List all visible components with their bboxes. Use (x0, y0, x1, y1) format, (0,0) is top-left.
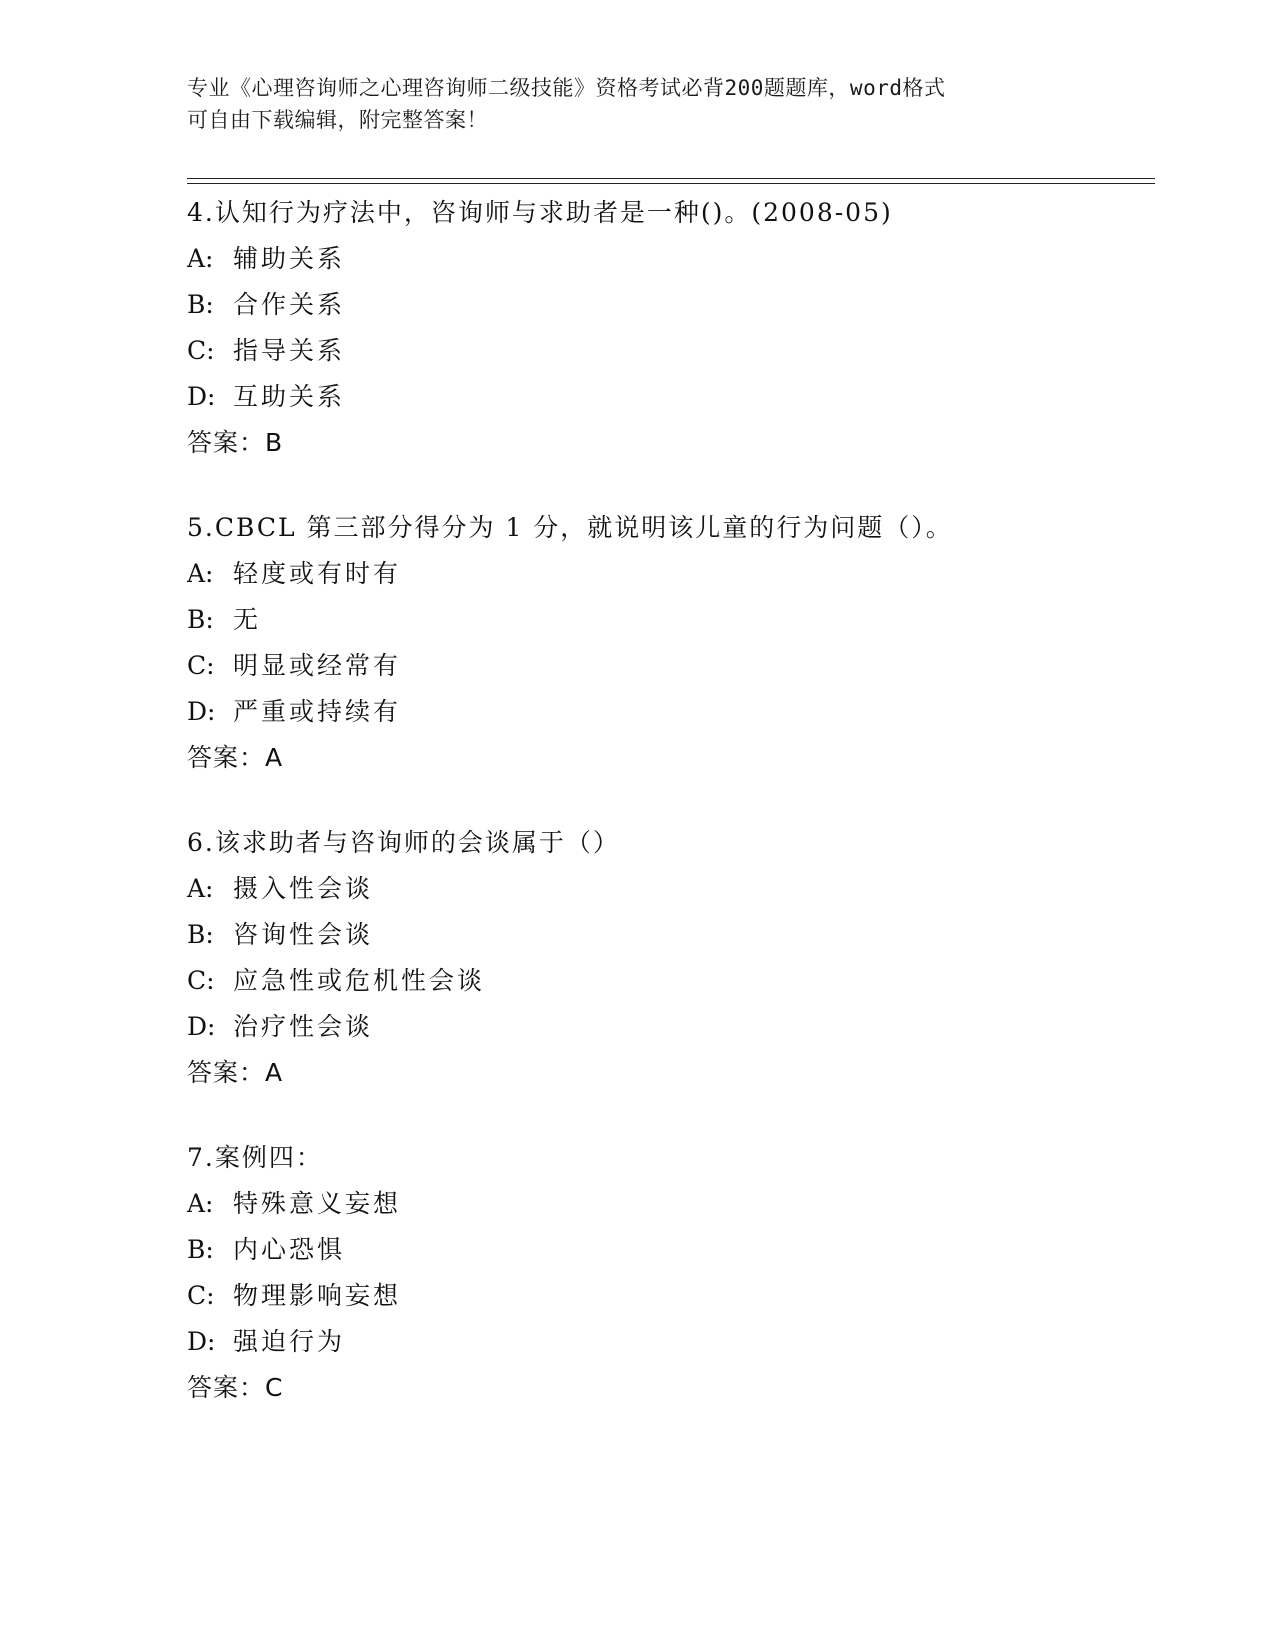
answer-label: 答案： (187, 743, 266, 772)
option-text: 内心恐惧 (233, 1235, 346, 1264)
option-c (187, 1273, 1147, 1319)
header-line-1: 专业《心理咨询师之心理咨询师二级技能》资格考试必背200题题库，word格式 (187, 76, 946, 100)
option-key: B: (187, 290, 214, 319)
option-text: 明显或经常有 (233, 651, 402, 680)
answer-value: A (265, 1058, 283, 1087)
answer-value: C (265, 1373, 283, 1402)
option-key: C: (187, 1281, 215, 1310)
option-d (187, 1319, 1147, 1365)
option-text: 特殊意义妄想 (233, 1189, 402, 1218)
question-block (187, 1135, 1147, 1411)
option-d (187, 1004, 1147, 1050)
option-key: C: (187, 651, 215, 680)
option-text: 摄入性会谈 (233, 874, 374, 903)
option-text: 互助关系 (233, 382, 346, 411)
option-text: 严重或持续有 (233, 697, 402, 726)
document-header (187, 72, 1087, 136)
option-key: C: (187, 966, 215, 995)
question-title: 6.该求助者与咨询师的会谈属于（） (187, 828, 620, 857)
answer-line (187, 735, 1147, 781)
option-text: 强迫行为 (233, 1327, 346, 1356)
question-title: 5.CBCL 第三部分得分为 1 分，就说明该儿童的行为问题（）。 (187, 513, 953, 542)
option-text: 指导关系 (233, 336, 346, 365)
option-text: 咨询性会谈 (233, 920, 374, 949)
option-c (187, 328, 1147, 374)
answer-line (187, 1050, 1147, 1096)
answer-value: B (265, 428, 283, 457)
option-key: C: (187, 336, 215, 365)
answer-line (187, 1365, 1147, 1411)
header-line-2: 可自由下载编辑，附完整答案！ (187, 108, 488, 132)
option-key: D: (187, 1012, 216, 1041)
option-b (187, 597, 1147, 643)
option-a (187, 1181, 1147, 1227)
option-key: B: (187, 1235, 214, 1264)
option-text: 物理影响妄想 (233, 1281, 402, 1310)
option-key: D: (187, 382, 216, 411)
option-a (187, 236, 1147, 282)
option-c (187, 643, 1147, 689)
answer-label: 答案： (187, 1373, 266, 1402)
option-key: D: (187, 697, 216, 726)
answer-label: 答案： (187, 1058, 266, 1087)
option-a (187, 551, 1147, 597)
option-d (187, 689, 1147, 735)
option-text: 治疗性会谈 (233, 1012, 374, 1041)
option-key: A: (187, 244, 214, 273)
header-divider-bottom (187, 183, 1155, 184)
option-text: 辅助关系 (233, 244, 346, 273)
question-block (187, 505, 1147, 781)
question-title: 7.案例四： (187, 1143, 323, 1172)
option-b (187, 282, 1147, 328)
option-key: A: (187, 1189, 214, 1218)
option-c (187, 958, 1147, 1004)
answer-label: 答案： (187, 428, 266, 457)
answer-line (187, 420, 1147, 466)
question-title: 4.认知行为疗法中，咨询师与求助者是一种()。(2008-05) (187, 198, 893, 227)
option-text: 合作关系 (233, 290, 346, 319)
answer-value: A (265, 743, 283, 772)
option-b (187, 1227, 1147, 1273)
option-key: A: (187, 874, 214, 903)
option-text: 轻度或有时有 (233, 559, 402, 588)
option-key: A: (187, 559, 214, 588)
option-key: B: (187, 605, 214, 634)
option-b (187, 912, 1147, 958)
header-divider-top (187, 178, 1155, 179)
option-key: D: (187, 1327, 216, 1356)
option-a (187, 866, 1147, 912)
question-block (187, 190, 1147, 466)
option-text: 无 (233, 605, 262, 634)
question-block (187, 820, 1147, 1096)
option-d (187, 374, 1147, 420)
option-text: 应急性或危机性会谈 (233, 966, 486, 995)
option-key: B: (187, 920, 214, 949)
